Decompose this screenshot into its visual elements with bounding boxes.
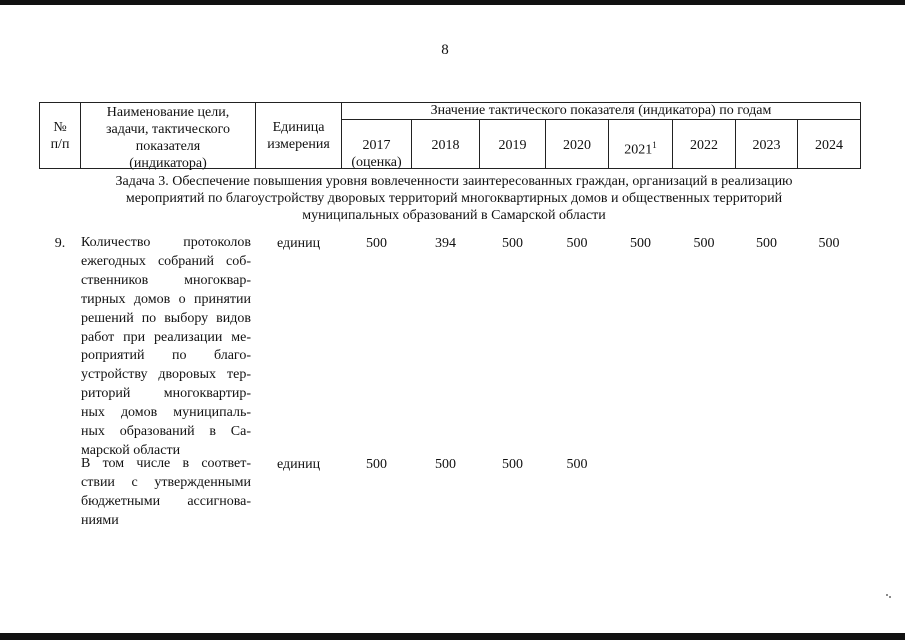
header-name-column [81,104,255,172]
header-year-2021 [609,137,672,159]
scan-speck [886,594,888,596]
task-heading-line: Задача 3. Обеспечение повышения уровня вовлеченности заинтересованных граждан, организаций в реализацию [115,174,793,189]
unit-value: единиц [276,236,321,251]
page-number: 8 [441,42,449,58]
indicator-name-line: ных домов муниципаль- [81,405,251,421]
indicator-name-line: риторий многоквартир- [81,386,251,402]
scan-border-bottom [0,633,905,640]
indicator-name-line: роприятий по благо- [81,348,251,364]
value-2023: 500 [756,236,777,251]
indicator-name-line: ственников многоквар- [81,272,251,288]
task-heading-line: муниципальных образований в Самарской области [302,208,606,223]
scan-border-top [0,0,905,5]
header-unit-column [256,119,341,153]
header-years-group: Значение тактического показателя (индикатора) по годам [430,103,772,118]
indicator-name-line: ниями [81,512,119,528]
unit-value: единиц [276,457,321,472]
value-2018: 394 [435,236,456,251]
row-number: 9. [54,236,66,251]
indicator-name-line: Количество протоколов [81,235,251,250]
task-heading [40,173,868,224]
header-year-label: 2017 [362,138,391,153]
value-2017: 500 [366,457,387,472]
value-2020: 500 [566,236,588,251]
header-year-2023: 2023 [752,138,781,153]
header-year-2022: 2022 [690,138,718,153]
indicator-name [81,234,251,461]
header-year-footnote-mark: 1 [652,140,657,150]
header-year-note: (оценка) [351,155,402,170]
value-2022: 500 [693,236,715,251]
indicator-name [81,455,251,531]
header-number-column [40,119,80,153]
header-year-2019: 2019 [498,138,527,153]
indicator-name-line: ствии с утвержденными [81,474,251,490]
value-2019: 500 [502,236,523,251]
header-year-2017 [342,137,411,171]
value-2024: 500 [818,236,840,251]
value-2021: 500 [630,236,651,251]
indicator-name-line: ных образований в Са- [81,424,251,440]
header-name-line: (индикатора) [129,156,207,171]
indicator-name-line: тирных домов о принятии [81,291,251,307]
header-number-line: № [53,120,67,135]
header-number-line: п/п [50,137,70,152]
header-unit-line: измерения [267,137,330,152]
value-2020: 500 [566,457,588,472]
indicator-name-line: ежегодных собраний соб- [81,253,251,269]
header-year-2018: 2018 [431,138,460,153]
indicator-name-line: марской области [81,442,181,458]
indicator-name-line: устройству дворовых тер- [81,367,251,383]
indicator-name-line: В том числе в соответ- [81,456,251,471]
header-name-line: Наименование цели, [106,105,230,120]
header-name-line: задачи, тактического [105,122,231,137]
indicator-name-line: решений по выбору видов [81,310,251,326]
task-heading-line: мероприятий по благоустройству дворовых территорий многоквартирных домов и общественных территорий [125,191,783,206]
indicator-name-line: бюджетными ассигнова- [81,493,251,509]
scan-speck [889,596,891,598]
header-name-line: показателя [135,139,201,154]
header-year-2020: 2020 [563,138,591,153]
header-year-label: 2021 [624,142,653,158]
header-year-2024: 2024 [815,138,843,153]
indicator-name-line: работ при реализации ме- [81,329,251,345]
value-2018: 500 [435,457,456,472]
value-2019: 500 [502,457,523,472]
value-2017: 500 [366,236,387,251]
header-unit-line: Единица [272,120,325,135]
